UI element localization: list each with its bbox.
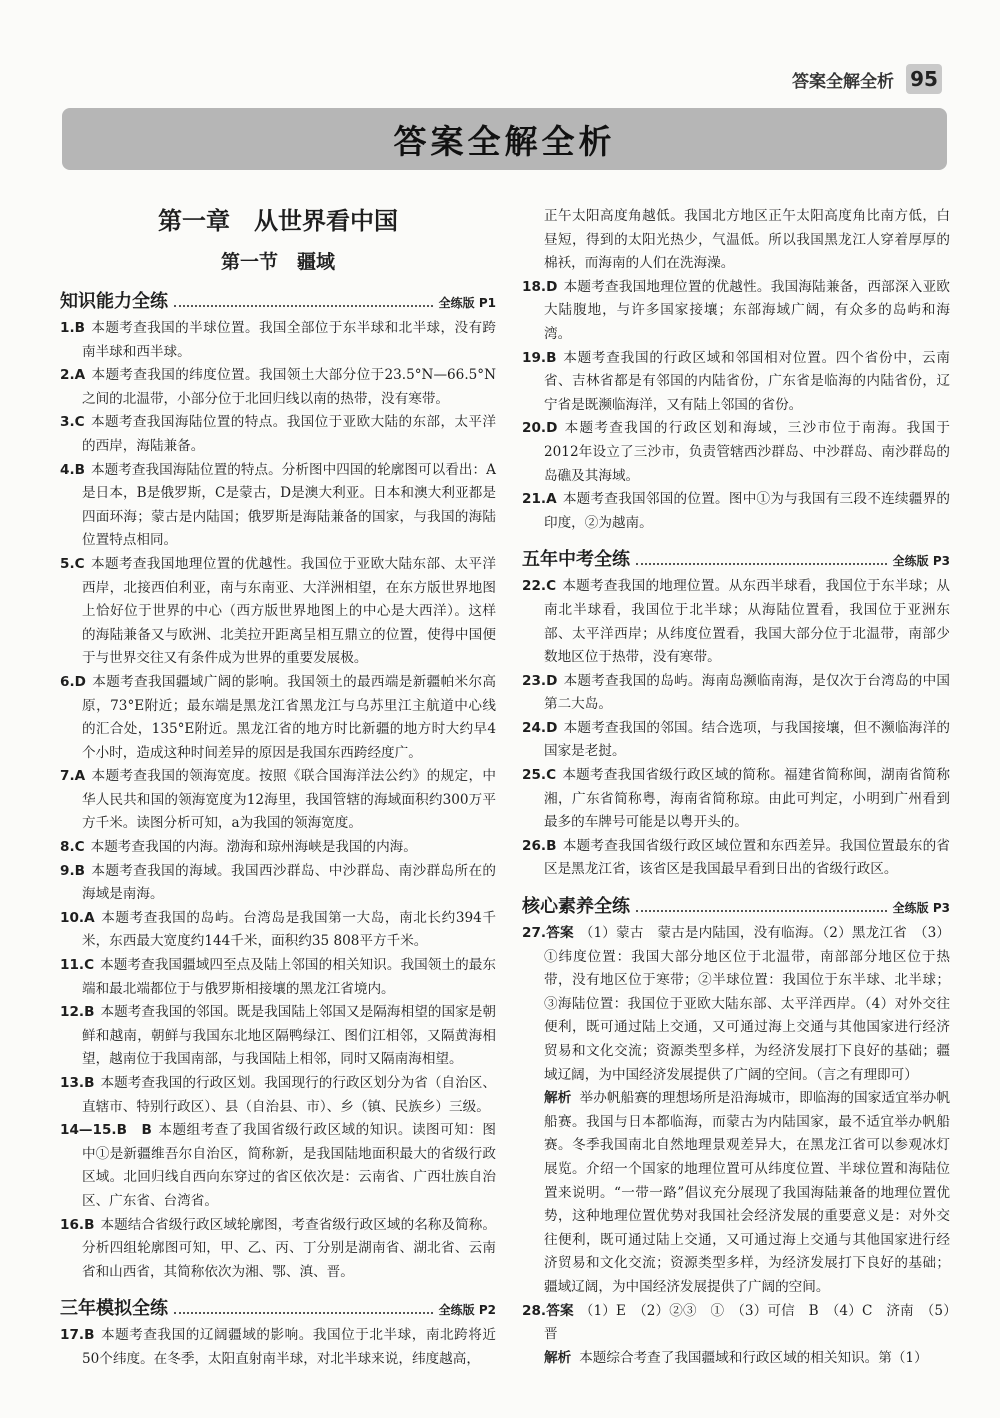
right-column: [522, 205, 950, 1370]
question-number: 22.C: [522, 578, 557, 595]
answer-item: [60, 1001, 496, 1072]
answer-item: [60, 553, 496, 671]
answer-item: [60, 1214, 496, 1285]
answer-text: （1）E （2）②③ ① （3）可信 B （4）C 济南 （5）晋: [544, 1302, 950, 1343]
banner-title: 答案全解全析: [62, 108, 947, 170]
answer-text: 本题考查我国的行政区划。我国现行的行政区划分为省（自治区、直辖市、特别行政区）、县（自治县、市）、乡（镇、民族乡）三级。: [82, 1075, 496, 1115]
answer-item: [522, 488, 950, 535]
question-number: 7.A: [60, 768, 86, 785]
answer-item: [60, 1324, 496, 1371]
answer-item: [60, 364, 496, 411]
question-number: 28.答案: [522, 1302, 574, 1319]
analysis-label: 解析: [544, 1090, 572, 1107]
answer-item: [522, 575, 950, 669]
answer-list: [60, 1324, 496, 1371]
question-number: 14—15.B B: [60, 1122, 152, 1139]
question-number: 19.B: [522, 349, 557, 366]
answer-list: [522, 575, 950, 882]
answer-item: [522, 1300, 950, 1347]
answer-text: 本题考查我国地理位置的优越性。我国位于亚欧大陆东部、太平洋西岸，北接西伯利亚，南与东南亚、大洋洲相望，在东方版世界地图上恰好位于世界的中心（西方版世界地图上的中心是大西洋）。这样的海陆兼备又与欧洲、北美拉开距离呈相互鼎立的位置，使得中国便于与世界交往又有条件成为世界的重要发展极。: [82, 555, 496, 667]
answer-text: 本题考查我国的半球位置。我国全部位于东半球和北半球，没有跨南半球和西半球。: [82, 320, 496, 360]
leader-dots: [636, 563, 887, 565]
question-number: 16.B: [60, 1216, 95, 1233]
answer-text: 本题考查我国的辽阔疆域的影响。我国位于北半球，南北跨将近50个纬度。在冬季，太阳直射南半球，对北半球来说，纬度越高，: [82, 1327, 496, 1367]
question-number: 5.C: [60, 555, 85, 572]
answer-text: 本题结合省级行政区域轮廓图，考查省级行政区域的名称及简称。分析四组轮廓图可知，甲、乙、丙、丁分别是湖南省、湖北省、云南省和山西省，其简称依次为湘、鄂、滇、晋。: [82, 1216, 496, 1280]
header-title: 答案全解全析: [792, 71, 894, 92]
section-header-core: [522, 888, 950, 918]
section-ref: 全练版 P3: [892, 901, 950, 916]
question-number: 27.答案: [522, 925, 574, 942]
answer-item: [60, 836, 496, 860]
question-number: 21.A: [522, 491, 557, 508]
analysis: [522, 1347, 950, 1371]
section-name: 知识能力全练: [60, 291, 168, 312]
answer-text: 本题考查我国的岛屿。海南岛濒临南海，是仅次于台湾岛的中国第二大岛。: [544, 672, 950, 713]
section-ref: 全练版 P2: [438, 1303, 496, 1318]
section-name: 三年模拟全练: [60, 1298, 168, 1320]
section-header-exam: [522, 541, 950, 571]
answer-text: 本题考查我国的海域。我国西沙群岛、中沙群岛、南沙群岛所在的海域是南海。: [82, 862, 496, 903]
question-number: 6.D: [60, 673, 86, 690]
answer-item: [60, 954, 496, 1001]
answer-item: [60, 765, 496, 836]
answer-text: 本题考查我国的邻国。既是我国陆上邻国又是隔海相望的国家是朝鲜和越南，朝鲜与我国东北地区隔鸭绿江、图们江相邻，又隔黄海相望，越南位于我国南部，与我国陆上相邻，同时又隔南海相望。: [82, 1004, 496, 1068]
section-ref: 全练版 P3: [892, 554, 950, 569]
section-header-knowledge: [60, 283, 496, 313]
answer-item: [60, 907, 496, 954]
answer-item: [522, 835, 950, 882]
answer-item: [522, 717, 950, 764]
answer-text: 本题考查我国的邻国。结合选项，与我国接壤，但不濒临海洋的国家是老挝。: [544, 719, 950, 760]
question-number: 23.D: [522, 672, 558, 689]
answer-text: 本题考查我国的纬度位置。我国领土大部分位于23.5°N—66.5°N之间的北温带，小部分位于北回归线以南的热带，没有寒带。: [82, 367, 496, 407]
answer-item: [60, 671, 496, 765]
leader-dots: [636, 910, 887, 912]
question-number: 2.A: [60, 367, 86, 384]
answer-text: 本题考查我国疆域广阔的影响。我国领土的最西端是新疆帕米尔高原，73°E附近；最东端是黑龙江省黑龙江与乌苏里江主航道中心线的汇合处，135°E附近。黑龙江省的地方时比新疆的地方时大约早4个小时，造成这种时间差异的原因是我国东西跨经度广。: [82, 673, 496, 761]
answer-text: 本题考查我国的行政区划和海域，三沙市位于南海。我国于2012年设立了三沙市，负责管辖西沙群岛、中沙群岛、南沙群岛的岛礁及其海域。: [544, 420, 950, 484]
answer-text: 本题考查我国疆域四至点及陆上邻国的相关知识。我国领土的最东端和最北端都位于与俄罗斯相接壤的黑龙江省境内。: [82, 957, 496, 997]
answer-text: 本题组考查了我国省级行政区域的知识。读图可知：图中①是新疆维吾尔自治区，简称新，是我国陆地面积最大的省级行政区域。北回归线自西向东穿过的省区依次是：云南省、广西壮族自治区、广东省、台湾省。: [82, 1122, 496, 1209]
answer-item: [522, 417, 950, 488]
question-number: 9.B: [60, 862, 85, 879]
page-number: 95: [906, 64, 942, 94]
question-number: 1.B: [60, 320, 85, 336]
left-column: [60, 202, 496, 1372]
answer-item: [60, 459, 496, 553]
answer-text: 本题考查我国省级行政区域位置和东西差异。我国位置最东的省区是黑龙江省，该省区是我国最早看到日出的省级行政区。: [544, 837, 950, 878]
answer-item: [522, 670, 950, 717]
answer-text: 本题考查我国的内海。渤海和琼州海峡是我国的内海。: [90, 839, 417, 856]
leader-dots: [174, 1312, 433, 1314]
answer-text: 本题考查我国邻国的位置。图中①为与我国有三段不连续疆界的印度，②为越南。: [544, 491, 950, 531]
answer-list: [522, 276, 950, 536]
answer-item: [60, 411, 496, 458]
question-number: 18.D: [522, 278, 558, 295]
question-number: 13.B: [60, 1075, 95, 1091]
answer-text: 本题考查我国海陆位置的特点。分析图中四国的轮廓图可以看出：A是日本，B是俄罗斯，C是蒙古，D是澳大利亚。日本和澳大利亚都是四面环海；蒙古是内陆国；俄罗斯是海陆兼备的国家，与我国的海陆位置特点相同。: [82, 461, 496, 549]
leader-dots: [174, 305, 433, 307]
question-number: 3.C: [60, 414, 85, 431]
chapter-title: 第一章 从世界看中国: [158, 207, 398, 235]
section-title: 第一节 疆域: [220, 251, 335, 273]
question-number: 12.B: [60, 1004, 95, 1021]
question-number: 17.B: [60, 1327, 95, 1344]
question-number: 25.C: [522, 767, 557, 784]
section-header-mock: [60, 1290, 496, 1320]
answer-item: [522, 922, 950, 1087]
question-number: 8.C: [60, 839, 85, 856]
section-name: 五年中考全练: [522, 549, 630, 571]
analysis-label: 解析: [544, 1349, 572, 1366]
answer-text: （1）蒙古 蒙古是内陆国，没有临海。（2）黑龙江省 （3）①纬度位置：我国大部分地区位于北温带，南部部分地区位于热带，没有地区位于寒带；②半球位置：我国位于东半球、北半球；③海陆位置：我国位于亚欧大陆东部、太平洋西岸。（4）对外交往便利，既可通过陆上交通，又可通过海上交通与其他国家进行经济贸易和文化交流；资源类型多样，为经济发展打下良好的基础；疆域辽阔，为中国经济发展提供了广阔的空间。（言之有理即可）: [544, 925, 950, 1083]
answer-item: [60, 317, 496, 364]
answer-text: 本题考查我国的岛屿。台湾岛是我国第一大岛，南北长约394千米，东西最大宽度约144千米，面积约35 808平方千米。: [82, 909, 496, 950]
question-number: 11.C: [60, 957, 95, 974]
question-number: 26.B: [522, 837, 557, 854]
analysis-text: 举办帆船赛的理想场所是沿海城市，即临海的国家适宜举办帆船赛。我国与日本都临海，而蒙古为内陆国家，最不适宜举办帆船赛。冬季我国南北自然地理景观差异大，在黑龙江省可以参观冰灯展览。介绍一个国家的地理位置可从纬度位置、半球位置和海陆位置来说明。“一带一路”倡议充分展现了我国海陆兼备的地理位置优势，这种地理位置优势对我国社会经济发展的重要意义是：对外交往便利，既可通过陆上交通，又可通过海上交通与其他国家进行经济贸易和文化交流；资源类型多样，为经济发展打下良好的基础；疆域辽阔，为中国经济发展提供了广阔的空间。: [544, 1090, 951, 1295]
answer-item: [60, 860, 496, 907]
answer-text: 本题考查我国的行政区域和邻国相对位置。四个省份中，云南省、吉林省都是有邻国的内陆省份，广东省是临海的内陆省份，辽宁省是既濒临海洋，又有陆上邻国的省份。: [544, 349, 950, 413]
page-header: [792, 64, 942, 94]
analysis: [522, 1087, 950, 1299]
answer-item: [522, 347, 950, 418]
answer-item: [60, 1072, 496, 1119]
section-name: 核心素养全练: [522, 896, 630, 918]
answer-item: [522, 276, 950, 347]
question-number: 4.B: [60, 461, 85, 478]
answer-text: 本题考查我国海陆位置的特点。我国位于亚欧大陆的东部，太平洋的西岸，海陆兼备。: [82, 414, 496, 454]
answer-text: 本题考查我国的地理位置。从东西半球看，我国位于东半球；从南北半球看，我国位于北半球；从海陆位置看，我国位于亚洲东部、太平洋西岸；从纬度位置看，我国大部分位于北温带，南部少数地区位于热带，没有寒带。: [544, 578, 950, 666]
question-number: 20.D: [522, 420, 558, 437]
question-number: 10.A: [60, 909, 95, 926]
answer-item: [522, 764, 950, 835]
answer-text: 本题考查我国地理位置的优越性。我国海陆兼备，西部深入亚欧大陆腹地，与许多国家接壤；东部海域广阔，有众多的岛屿和海湾。: [544, 278, 950, 342]
answer-text: 本题考查我国的领海宽度。按照《联合国海洋法公约》的规定，中华人民共和国的领海宽度为12海里，我国管辖的海域面积约300万平方千米。读图分析可知，a为我国的领海宽度。: [82, 768, 496, 832]
continued-text: 正午太阳高度角越低。我国北方地区正午太阳高度角比南方低，白昼短，得到的太阳光热少，气温低。所以我国黑龙江人穿着厚厚的棉袄，而海南的人们在洗海澡。: [544, 208, 950, 272]
analysis-text: 本题综合考查了我国疆域和行政区域的相关知识。第（1）: [579, 1349, 928, 1366]
section-ref: 全练版 P1: [438, 296, 496, 310]
answer-text: 本题考查我国省级行政区域的简称。福建省简称闽，湖南省简称湘，广东省简称粤，海南省简称琼。由此可判定，小明到广州看到最多的车牌号可能是以粤开头的。: [544, 767, 950, 831]
answer-item: [60, 1119, 496, 1213]
answer-list: [60, 317, 496, 1284]
question-number: 24.D: [522, 719, 558, 736]
